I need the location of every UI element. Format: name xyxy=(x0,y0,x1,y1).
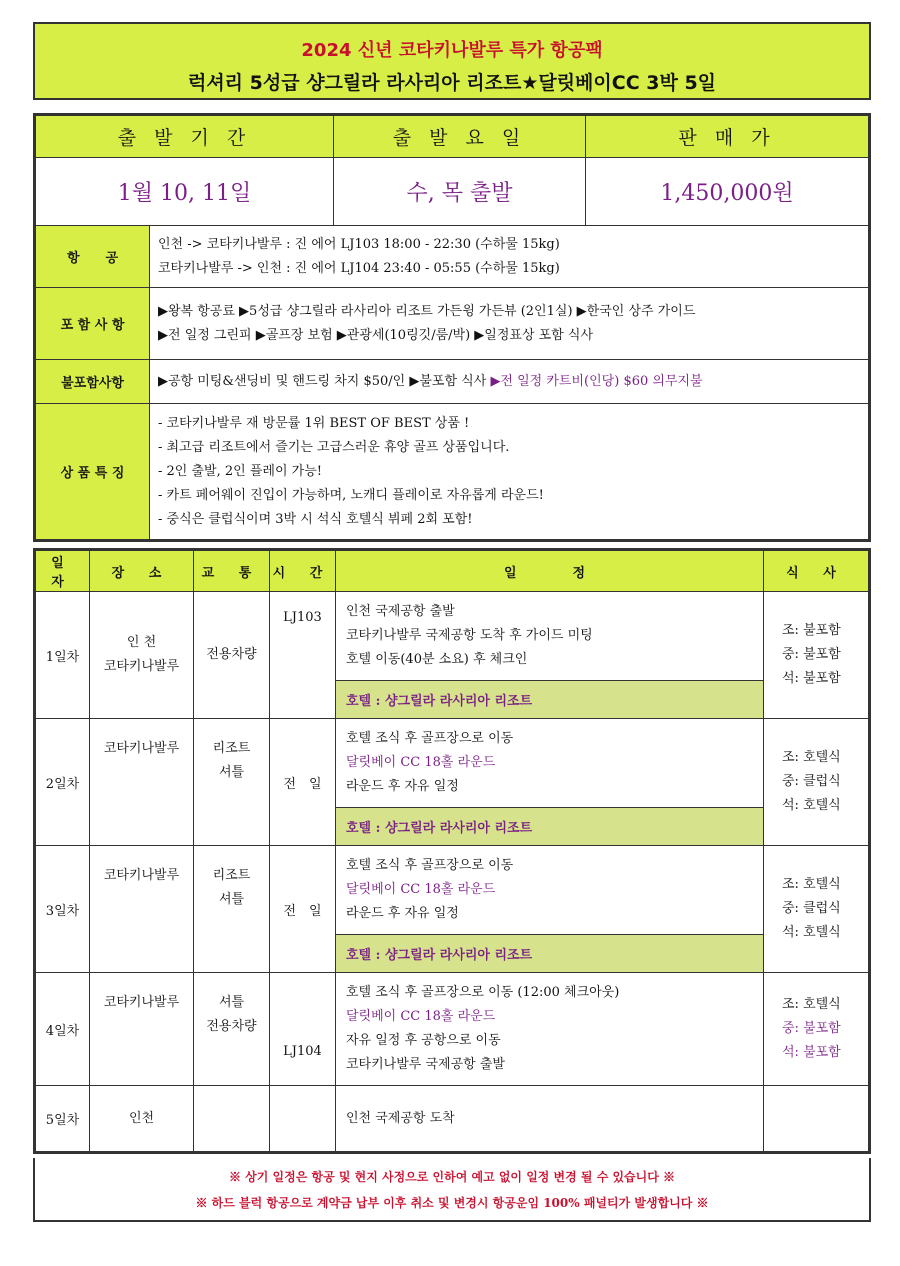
departure-period: 1월 10, 11일 xyxy=(36,158,334,226)
day-itinerary xyxy=(336,1086,764,1152)
day-transport xyxy=(194,719,270,846)
day-itinerary xyxy=(336,719,764,808)
itinerary-item: 인천 국제공항 도착 xyxy=(346,1110,455,1126)
transport-line: 셔틀 xyxy=(218,765,245,780)
included-details xyxy=(150,288,869,360)
feature-line: - 코타키나발루 재 방문률 1위 BEST OF BEST 상품 ! xyxy=(158,415,470,431)
place-line: 코타키나발루 xyxy=(103,741,180,756)
day-place xyxy=(90,719,194,846)
info-header-price: 판 매 가 xyxy=(586,116,869,158)
meal-line: 중: 불포함 xyxy=(782,1021,841,1036)
meal-line: 석: 불포함 xyxy=(782,1045,841,1060)
info-section xyxy=(33,113,871,542)
day-label: 2일차 xyxy=(36,719,90,846)
day-time: LJ103 xyxy=(270,592,336,719)
feature-line: - 최고급 리조트에서 즐기는 고급스러운 휴양 골프 상품입니다. xyxy=(158,439,510,455)
info-value-row xyxy=(36,158,869,226)
day-meals xyxy=(764,846,869,973)
day-itinerary xyxy=(336,846,764,935)
day-time: LJ104 xyxy=(270,973,336,1086)
day-place xyxy=(90,1086,194,1152)
meal-line: 중: 불포함 xyxy=(782,647,841,662)
day-row xyxy=(36,973,869,1086)
transport-line: 셔틀 xyxy=(218,892,245,907)
day-meals xyxy=(764,973,869,1086)
info-header-row xyxy=(36,116,869,158)
transport-line: 전용차량 xyxy=(206,647,257,662)
meal-line: 조: 호텔식 xyxy=(782,997,841,1012)
day-transport xyxy=(194,1086,270,1152)
flight-details xyxy=(150,226,869,288)
itinerary-item: 자유 일정 후 공항으로 이동 xyxy=(346,1033,501,1048)
hotel-label: 호텔 : 샹그릴라 라사리아 리조트 xyxy=(336,808,764,846)
flight-line-return: 코타키나발루 -> 인천 : 진 에어 LJ104 23:40 - 05:55 (수하물 15kg) xyxy=(158,260,560,276)
meal-line: 석: 불포함 xyxy=(782,671,841,686)
info-header-weekday: 출 발 요 일 xyxy=(334,116,586,158)
place-line: 코타키나발루 xyxy=(103,659,180,674)
itinerary-item: 라운드 후 자유 일정 xyxy=(346,906,459,921)
info-table xyxy=(35,115,869,540)
day-transport xyxy=(194,592,270,719)
itinerary-item: 호텔 조식 후 골프장으로 이동 xyxy=(346,731,514,746)
features-label: 상 품 특 징 xyxy=(36,404,150,540)
included-label: 포 함 사 항 xyxy=(36,288,150,360)
excluded-label: 불포함사항 xyxy=(36,360,150,404)
itinerary-item: 코타키나발루 국제공항 출발 xyxy=(346,1057,505,1072)
features-details xyxy=(150,404,869,540)
feature-line: - 2인 출발, 2인 플레이 가능! xyxy=(158,463,322,479)
hotel-label: 호텔 : 샹그릴라 라사리아 리조트 xyxy=(336,935,764,973)
excluded-details xyxy=(150,360,869,404)
flight-row xyxy=(36,226,869,288)
day-row xyxy=(36,592,869,681)
included-line-2: ▶전 일정 그린피 ▶골프장 보험 ▶관광세(10링깃/룸/박) ▶일정표상 포함 식사 xyxy=(158,327,594,343)
day-label: 5일차 xyxy=(36,1086,90,1152)
day-itinerary xyxy=(336,973,764,1086)
meal-line: 중: 클럽식 xyxy=(782,901,841,916)
itinerary-item: 라운드 후 자유 일정 xyxy=(346,779,459,794)
itinerary-item: 호텔 이동(40분 소요) 후 체크인 xyxy=(346,652,528,667)
place-line: 코타키나발루 xyxy=(103,995,180,1010)
schedule-header-row xyxy=(36,551,869,592)
itinerary-item: 인천 국제공항 출발 xyxy=(346,604,455,619)
day-row xyxy=(36,846,869,935)
notice-line-1: ※ 상기 일정은 항공 및 현지 사정으로 인하여 예고 없이 일정 변경 될 수 있습니다 ※ xyxy=(228,1170,676,1184)
included-line-1: ▶왕복 항공료 ▶5성급 샹그릴라 라사리아 리조트 가든윙 가든뷰 (2인1실) ▶한국인 상주 가이드 xyxy=(158,303,696,319)
day-label: 4일차 xyxy=(36,973,90,1086)
day-transport xyxy=(194,846,270,973)
title-line-1: 2024 신년 코타키나발루 특가 항공팩 xyxy=(301,40,603,61)
excluded-row xyxy=(36,360,869,404)
header-meals: 식 사 xyxy=(764,551,869,592)
excluded-text: ▶공항 미팅&샌딩비 및 핸드링 차지 $50/인 ▶불포함 식사 xyxy=(158,373,487,389)
hotel-label: 호텔 : 샹그릴라 라사리아 리조트 xyxy=(336,681,764,719)
itinerary-item: 달릿베이 CC 18홀 라운드 xyxy=(346,882,496,897)
schedule-section xyxy=(33,548,871,1154)
feature-line: - 중식은 클럽식이며 3박 시 석식 호텔식 뷔페 2회 포함! xyxy=(158,511,473,527)
itinerary-item: 달릿베이 CC 18홀 라운드 xyxy=(346,1009,496,1024)
excluded-cart-fee: ▶전 일정 카트비(인당) $60 의무지불 xyxy=(490,373,703,389)
place-line: 인 천 xyxy=(126,635,157,650)
itinerary-item: 호텔 조식 후 골프장으로 이동 xyxy=(346,858,514,873)
transport-line: 전용차량 xyxy=(206,1019,257,1034)
header-day: 일 자 xyxy=(36,551,90,592)
meal-line: 조: 불포함 xyxy=(782,623,841,638)
header-place: 장 소 xyxy=(90,551,194,592)
place-line: 인천 xyxy=(128,1110,155,1126)
notice-line-2: ※ 하드 블럭 항공으로 계약금 납부 이후 취소 및 변경시 항공운임 100% 패널티가 발생합니다 ※ xyxy=(195,1196,709,1210)
day-time xyxy=(270,1086,336,1152)
header-time: 시 간 xyxy=(270,551,336,592)
day-label: 1일차 xyxy=(36,592,90,719)
meal-line: 석: 호텔식 xyxy=(782,798,841,813)
schedule-table xyxy=(35,550,869,1152)
title-banner xyxy=(33,22,871,100)
day-place xyxy=(90,846,194,973)
day-row xyxy=(36,719,869,808)
transport-line: 리조트 xyxy=(212,868,251,883)
day-row xyxy=(36,1086,869,1152)
day-place xyxy=(90,973,194,1086)
meal-line: 조: 호텔식 xyxy=(782,877,841,892)
info-header-period: 출 발 기 간 xyxy=(36,116,334,158)
day-meals xyxy=(764,719,869,846)
transport-line: 셔틀 xyxy=(218,995,245,1010)
notice-box xyxy=(33,1158,871,1222)
day-meals xyxy=(764,592,869,719)
itinerary-item: 호텔 조식 후 골프장으로 이동 (12:00 체크아웃) xyxy=(346,985,620,1000)
day-meals xyxy=(764,1086,869,1152)
transport-line: 리조트 xyxy=(212,741,251,756)
day-label: 3일차 xyxy=(36,846,90,973)
departure-weekday: 수, 목 출발 xyxy=(334,158,586,226)
flight-label: 항 공 xyxy=(36,226,150,288)
feature-line: - 카트 페어웨이 진입이 가능하며, 노캐디 플레이로 자유롭게 라운드! xyxy=(158,487,544,503)
meal-line: 석: 호텔식 xyxy=(782,925,841,940)
day-time: 전 일 xyxy=(270,719,336,846)
title-line-2: 럭셔리 5성급 샹그릴라 라사리아 리조트★달릿베이CC 3박 5일 xyxy=(187,72,717,94)
itinerary-item: 달릿베이 CC 18홀 라운드 xyxy=(346,755,496,770)
day-time: 전 일 xyxy=(270,846,336,973)
header-itinerary: 일 정 xyxy=(336,551,764,592)
sale-price: 1,450,000원 xyxy=(586,158,869,226)
included-row xyxy=(36,288,869,360)
features-row xyxy=(36,404,869,540)
meal-line: 조: 호텔식 xyxy=(782,750,841,765)
meal-line: 중: 클럽식 xyxy=(782,774,841,789)
place-line: 코타키나발루 xyxy=(103,868,180,883)
day-transport xyxy=(194,973,270,1086)
day-place xyxy=(90,592,194,719)
day-itinerary xyxy=(336,592,764,681)
header-transport: 교 통 xyxy=(194,551,270,592)
itinerary-item: 코타키나발루 국제공항 도착 후 가이드 미팅 xyxy=(346,628,593,643)
flight-line-out: 인천 -> 코타키나발루 : 진 에어 LJ103 18:00 - 22:30 (수하물 15kg) xyxy=(158,236,560,252)
